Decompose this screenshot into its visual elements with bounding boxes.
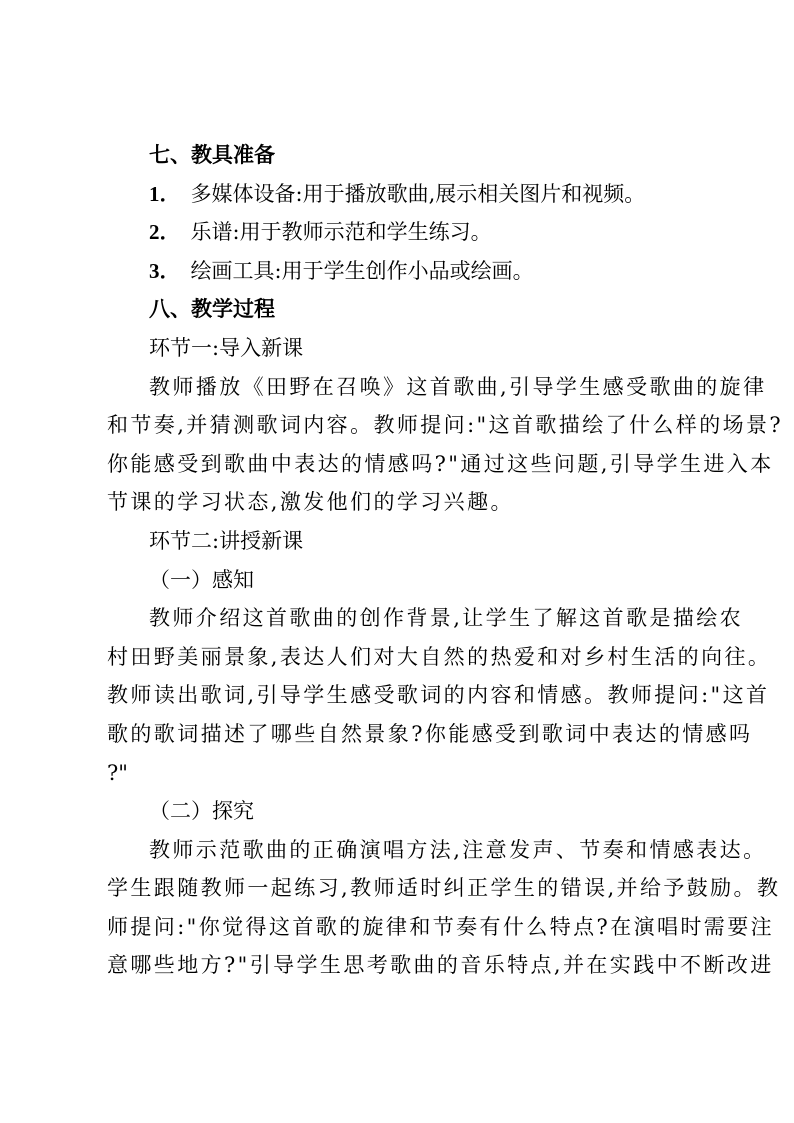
- list-number: 3．: [149, 258, 181, 283]
- list-text: 绘画工具:用于学生创作小品或绘画。: [190, 258, 534, 283]
- paragraph-line: 教师介绍这首歌曲的创作背景,让学生了解这首歌是描绘农: [149, 606, 744, 631]
- paragraph-line: ?": [107, 760, 128, 785]
- paragraph-line: 节课的学习状态,激发他们的学习兴趣。: [107, 490, 514, 515]
- paragraph-line: 教师播放《田野在召唤》这首歌曲,引导学生感受歌曲的旋律: [149, 374, 767, 399]
- paragraph-line: 教师读出歌词,引导学生感受歌词的内容和情感。教师提问:"这首: [107, 683, 770, 708]
- paragraph-line: 师提问:"你觉得这首歌的旋律和节奏有什么特点?在演唱时需要注: [107, 914, 774, 939]
- list-item: [107, 213, 709, 252]
- step-title: 环节二:讲授新课: [149, 528, 304, 553]
- paragraph-line: 你能感受到歌曲中表达的情感吗?"通过这些问题,引导学生进入本: [107, 451, 774, 476]
- paragraph-line: 歌的歌词描述了哪些自然景象?你能感受到歌词中表达的情感吗: [107, 721, 753, 746]
- paragraph-line: 教师示范歌曲的正确演唱方法,注意发声、节奏和情感表达。: [149, 837, 767, 862]
- list-text: 乐谱:用于教师示范和学生练习。: [190, 220, 492, 245]
- section-heading-8: 八、教学过程: [149, 297, 275, 322]
- paragraph-line: 意哪些地方?"引导学生思考歌曲的音乐特点,并在实践中不断改进: [107, 953, 774, 978]
- list-item: [107, 175, 709, 214]
- paragraph-line: 学生跟随教师一起练习,教师适时纠正学生的错误,并给予鼓励。教: [107, 876, 781, 901]
- subsection-title: （一）感知: [149, 567, 254, 592]
- subsection-title: （二）探究: [149, 799, 254, 824]
- list-number: 1．: [149, 181, 181, 206]
- step-title: 环节一:导入新课: [149, 335, 304, 360]
- paragraph-line: 村田野美丽景象,表达人们对大自然的热爱和对乡村生活的向往。: [107, 644, 772, 669]
- list-number: 2．: [149, 220, 181, 245]
- list-text: 多媒体设备:用于播放歌曲,展示相关图片和视频。: [190, 181, 646, 206]
- list-item: [107, 252, 709, 291]
- paragraph-line: 和节奏,并猜测歌词内容。教师提问:"这首歌描绘了什么样的场景?: [107, 413, 784, 438]
- document-body: [107, 136, 784, 985]
- section-heading-7: 七、教具准备: [149, 143, 275, 167]
